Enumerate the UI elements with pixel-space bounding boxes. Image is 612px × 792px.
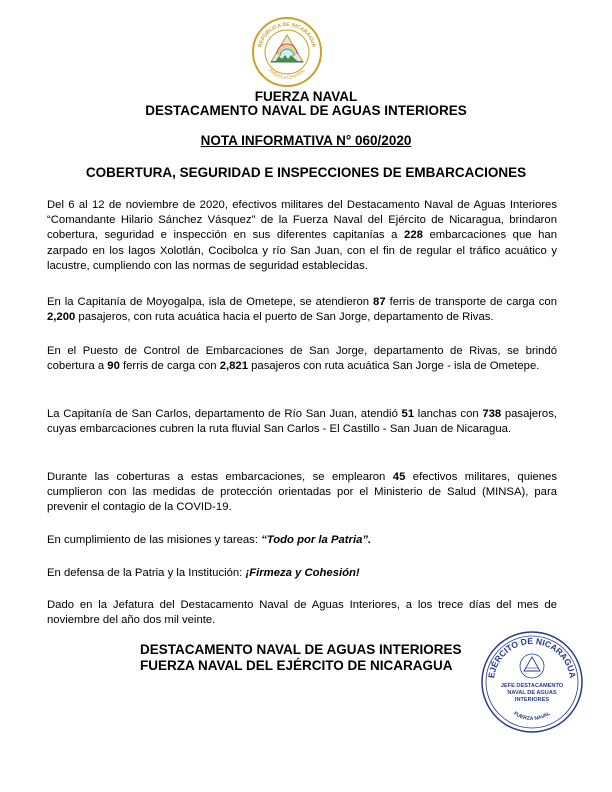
stamp-center-line-1: JEFE DESTACAMENTO [500, 683, 564, 689]
personnel-count: 45 [392, 471, 406, 483]
stamp-ring-text: EJÉRCITO DE NICARAGUA [486, 635, 578, 679]
stamp-center-line-2: NAVAL DE AGUAS [507, 690, 557, 696]
paragraph-6: En cumplimiento de las misiones y tareas: “Todo por la Patria”. [47, 534, 372, 546]
stamp-center-line-3: INTERIORES [514, 697, 550, 703]
header-line-2: DESTACAMENTO NAVAL DE AGUAS INTERIORES [145, 103, 467, 118]
document-subject: COBERTURA, SEGURIDAD E INSPECCIONES DE EMBARCACIONES [85, 165, 527, 180]
ferry-count: 90 [107, 360, 120, 373]
motto-1: “Todo por la Patria”. [261, 534, 372, 546]
document-title: NOTA INFORMATIVA N° 060/2020 [200, 133, 412, 148]
paragraph-7: En defensa de la Patria y la Institución: ¡Firmeza y Cohesión! [47, 567, 360, 579]
launch-count: 51 [401, 408, 415, 420]
vessel-count: 228 [404, 229, 423, 242]
paragraph-2: En la Capitanía de Moyogalpa, isla de Ometepe, se atendieron 87 ferris de transporte de carga con 2,200 pasajeros, con ruta acuática hacia el puerto de San Jorge, departamento de Rivas. [47, 296, 557, 324]
passenger-count: 2,821 [219, 360, 248, 373]
header-line-1: FUERZA NAVAL [254, 89, 358, 104]
paragraph-3: En el Puesto de Control de Embarcaciones de San Jorge, departamento de Rivas, se brindó cobertura a 90 ferris de carga con 2,821 pasajeros con ruta acuática San Jorge - isla de Ometepe. [47, 345, 557, 373]
official-stamp-icon [480, 630, 584, 734]
nicaragua-coat-of-arms-icon [251, 16, 323, 88]
motto-2: ¡Firmeza y Cohesión! [245, 567, 360, 579]
signature-line-1: DESTACAMENTO NAVAL DE AGUAS INTERIORES [140, 642, 462, 657]
passenger-count: 738 [482, 408, 502, 420]
svg-text:FUERZA NAVAL [512, 710, 552, 722]
seal-top-ring-text: REPÚBLICA DE NICARAGUA [257, 21, 317, 49]
paragraph-4: La Capitanía de San Carlos, departamento de Río San Juan, atendió 51 lanchas con 738 pasajeros, cuyas embarcaciones cubren la ruta fluvial San Carlos - El Castillo - San Juan de Nicaragua. [47, 408, 557, 436]
ferry-count: 87 [373, 296, 386, 308]
seal-top-bottom-text: AMÉRICA CENTRAL [268, 67, 306, 81]
paragraph-8: Dado en la Jefatura del Destacamento Naval de Aguas Interiores, a los trece días del mes de noviembre del año dos mil veinte. [47, 599, 557, 627]
signature-line-2: FUERZA NAVAL DEL EJÉRCITO DE NICARAGUA [140, 658, 453, 673]
paragraph-5: Durante las coberturas a estas embarcaciones, se emplearon 45 efectivos militares, quienes cumplieron con las medidas de protección orientadas por el Ministerio de Salud (MINSA), para prevenir el contagio de la COVID-19. [47, 471, 557, 514]
paragraph-1: Del 6 al 12 de noviembre de 2020, efectivos militares del Destacamento Naval de Aguas Interiores “Comandante Hilario Sánchez Vásquez” de la Fuerza Naval del Ejército de Nicaragua, brindaron cobertura, seguridad e inspección en sus diferentes capitanías a 228 embarcaciones que han zarpado en los lagos Xolotlán, Cocibolca y río San Juan, con el fin de regular el tráfico acuático y lacustre, cumpliendo con las normas de seguridad establecidas. [47, 199, 557, 272]
passenger-count: 2,200 [47, 311, 76, 324]
stamp-bottom-text: FUERZA NAVAL [512, 710, 552, 723]
